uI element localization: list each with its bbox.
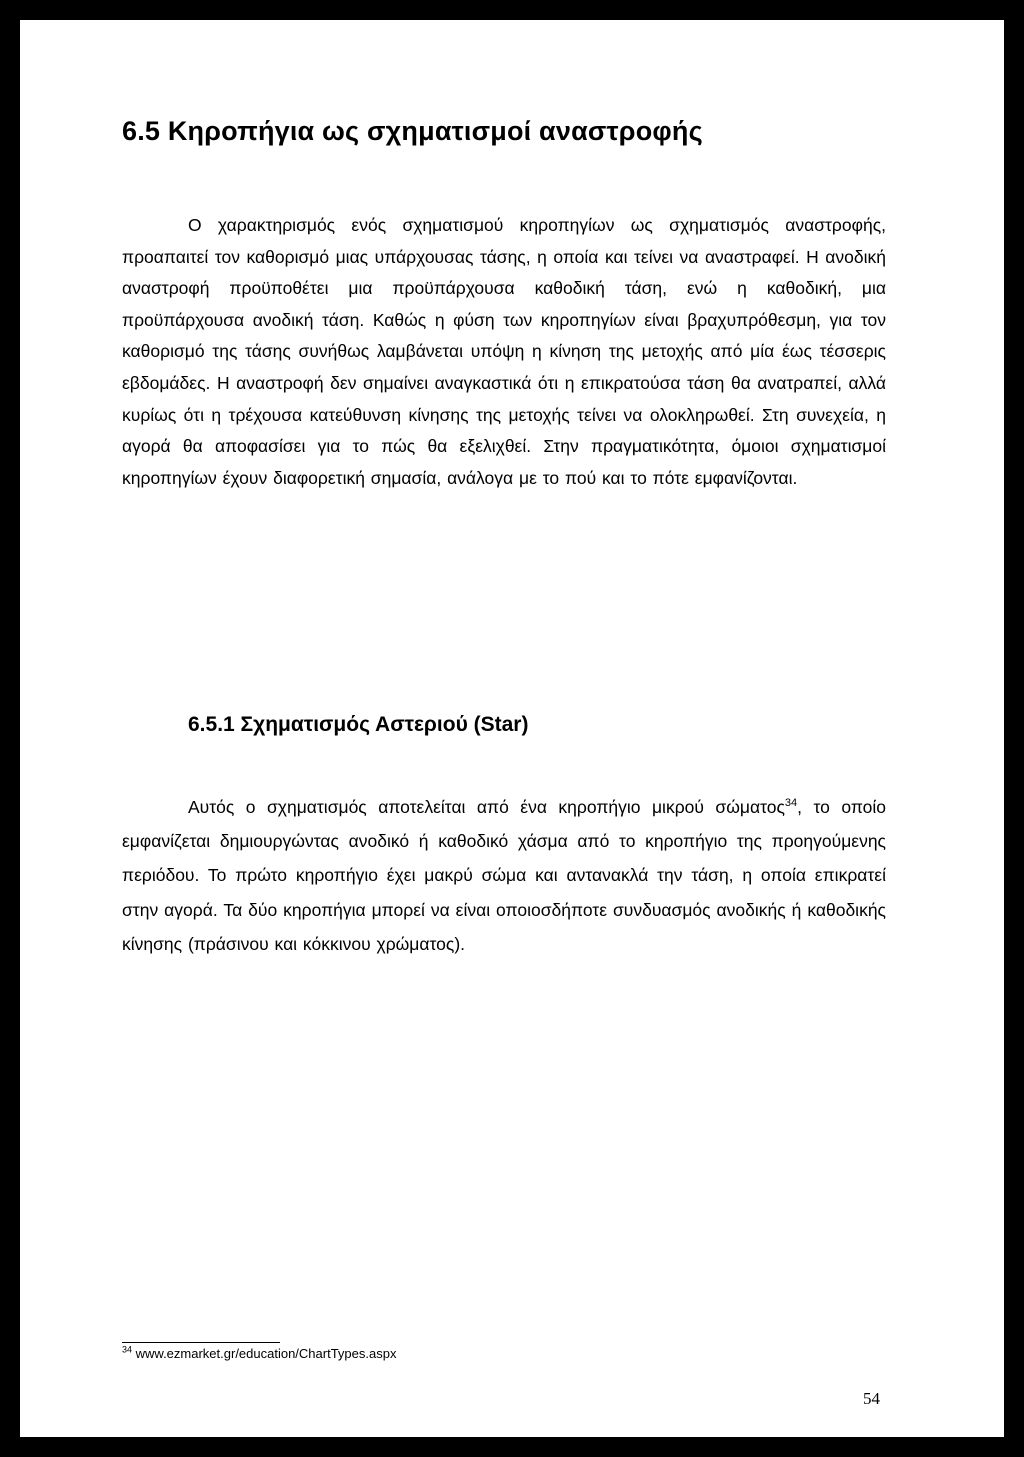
section-paragraph: Ο χαρακτηρισμός ενός σχηματισμού κηροπηγίων ως σχηματισμός αναστροφής, προαπαιτεί τον καθορισμό μιας υπάρχουσας τάσης, η οποία και τείνει να αναστραφεί. Η ανοδική αναστροφή προϋποθέτει μια προϋπάρχουσα καθοδική τάση, ενώ η καθοδική, μια προϋπάρχουσα ανοδική τάση. Καθώς η φύση των κηροπηγίων είναι βραχυπρόθεσμη, για τον καθορισμό της τάσης συνήθως λαμβάνεται υπόψη η κίνηση της μετοχής από μία έως τέσσερις εβδομάδες. Η αναστροφή δεν σημαίνει αναγκαστικά ότι η επικρατούσα τάση θα ανατραπεί, αλλά κυρίως ότι η τρέχουσα κατεύθυνση κίνησης της μετοχής τείνει να ολοκληρωθεί. Στη συνεχεία, η αγορά θα αποφασίσει για το πώς θα εξελιχθεί. Στην πραγματικότητα, όμοιοι σχηματισμοί κηροπηγίων έχουν διαφορετική σημασία, ανάλογα με το πού και το πότε εμφανίζονται. (122, 215, 886, 488)
subsection-text-end: , το οποίο εμφανίζεται δημιουργώντας ανοδικό ή καθοδικό χάσμα από το κηροπήγιο της προηγούμενης περιόδου. Το πρώτο κηροπήγιο έχει μακρύ σώμα και αντανακλά την τάση, η οποία επικρατεί στην αγορά. Τα δύο κηροπήγια μπορεί να είναι οποιοσδήποτε συνδυασμός ανοδικής ή καθοδικής κίνησης (πράσινου και κόκκινου χρώματος). (122, 797, 886, 954)
document-page (20, 20, 1004, 1437)
subsection-heading: 6.5.1 Σχηματισμός Αστεριού (Star) (188, 713, 529, 736)
footnote-reference: 34 (784, 797, 798, 810)
section-heading: 6.5 Κηροπήγια ως σχηματισμοί αναστροφής (122, 116, 703, 146)
footnote-number: 34 (122, 1344, 133, 1355)
footnote (122, 1346, 396, 1361)
subsection-paragraph (122, 790, 886, 961)
page-number: 54 (863, 1389, 880, 1408)
footnote-separator (122, 1342, 280, 1343)
footnote-text: www.ezmarket.gr/education/ChartTypes.aspx (132, 1346, 397, 1361)
subsection-text-start: Αυτός ο σχηματισμός αποτελείται από ένα κηροπήγιο μικρού σώματος (188, 797, 785, 817)
